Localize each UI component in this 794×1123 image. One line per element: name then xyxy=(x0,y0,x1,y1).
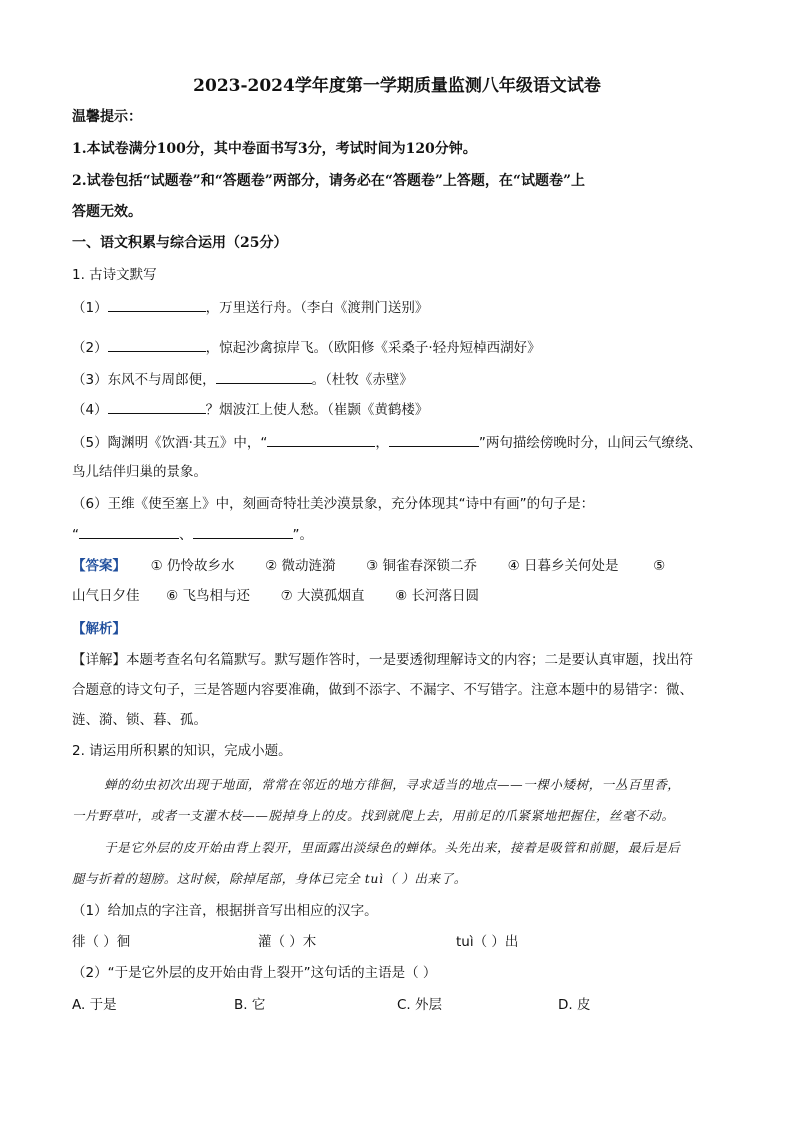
question-1-title: 1. 古诗文默写 xyxy=(72,267,157,283)
tip-2-line-1: 2.试卷包括“试题卷”和“答题卷”两部分，请务必在“答题卷”上答题，在“试题卷”上 xyxy=(72,173,586,189)
answer-marker: ⑧ xyxy=(395,588,408,604)
item-number: （4） xyxy=(72,402,108,418)
question-1-item-6-blanks xyxy=(72,524,313,545)
item-text: 。（杜牧《赤壁》 xyxy=(311,372,413,388)
passage-line-1: 蝉的幼虫初次出现于地面，常常在邻近的地方徘徊，寻求适当的地点——一棵小矮树，一丛百里香， xyxy=(104,777,681,792)
answer-blank[interactable] xyxy=(108,297,206,312)
detail-line-3: 涟、漪、锁、暮、孤。 xyxy=(72,712,207,728)
item-text: ？烟波江上使人愁。（崔颢《黄鹤楼》 xyxy=(205,402,429,418)
answer-marker: ⑤ xyxy=(653,558,666,574)
detail-line-2: 合题意的诗文句子，三是答题内容要准确，做到不添字、不漏字、不写错字。注意本题中的易错字：微、 xyxy=(72,682,693,698)
answer-marker: ⑥ xyxy=(166,588,179,604)
answer-blank[interactable] xyxy=(389,432,479,447)
option-b[interactable]: B. 它 xyxy=(234,997,266,1013)
item-text: ”两句描绘傍晚时分，山间云气缭绕、 xyxy=(478,435,702,451)
answer-text: 飞鸟相与还 xyxy=(182,588,250,604)
answer-blank[interactable] xyxy=(108,337,206,352)
option-c[interactable]: C. 外层 xyxy=(397,997,443,1013)
question-2-title: 2. 请运用所积累的知识，完成小题。 xyxy=(72,743,292,759)
tip-1: 1.本试卷满分100分，其中卷面书写3分，考试时间为120分钟。 xyxy=(72,141,477,157)
answer-label: 【答案】 xyxy=(72,558,126,574)
section-heading: 一、语文积累与综合运用（25分） xyxy=(72,235,288,251)
answer-text: 日暮乡关何处是 xyxy=(524,558,619,574)
answer-text: 山气日夕佳 xyxy=(72,588,140,604)
passage-line-2: 一片野草叶，或者一支灌木枝——脱掉身上的皮。找到就爬上去，用前足的爪紧紧地把握住，丝毫不动。 xyxy=(72,808,675,823)
fill-blank-1[interactable]: 徘（ ）徊 xyxy=(72,934,131,950)
answer-marker: ① xyxy=(150,558,163,574)
quote-open: “ xyxy=(72,527,79,543)
item-text: ，万里送行舟。（李白《渡荆门送别》 xyxy=(205,300,429,316)
question-1-item-5 xyxy=(72,432,702,453)
answer-text: 仍怜故乡水 xyxy=(167,558,235,574)
subquestion-2: （2）“于是它外层的皮开始由背上裂开”这句话的主语是（ ） xyxy=(72,965,437,981)
answer-text: 长河落日圆 xyxy=(411,588,479,604)
answer-marker: ② xyxy=(265,558,278,574)
analysis-label: 【解析】 xyxy=(72,621,126,637)
answer-text: 微动涟漪 xyxy=(281,558,336,574)
item-text: ，惊起沙禽掠岸飞。（欧阳修《采桑子·轻舟短棹西湖好》 xyxy=(205,340,541,356)
answer-blank[interactable] xyxy=(216,369,312,384)
question-1-item-4 xyxy=(72,399,428,420)
question-1-item-6: （6）王维《使至塞上》中，刻画奇特壮美沙漠景象，充分体现其“诗中有画”的句子是： xyxy=(72,496,595,512)
passage-line-3: 于是它外层的皮开始由背上裂开，里面露出淡绿色的蝉体。头先出来，接着是吸管和前腿，最后是后 xyxy=(104,840,681,855)
answer-line-1 xyxy=(72,556,665,576)
item-number: （1） xyxy=(72,300,108,316)
answer-text: 铜雀春深锁二乔 xyxy=(382,558,477,574)
item-text: （3）东风不与周郎便， xyxy=(72,372,216,388)
item-text: ， xyxy=(375,435,389,451)
answer-blank[interactable] xyxy=(108,399,206,414)
answer-blank[interactable] xyxy=(267,432,375,447)
detail-line-1: 【详解】本题考查名句名篇默写。默写题作答时，一是要透彻理解诗文的内容；二是要认真审题，找出符 xyxy=(72,652,693,668)
answer-blank[interactable] xyxy=(193,524,293,539)
option-d[interactable]: D. 皮 xyxy=(558,997,591,1013)
item-text: （5）陶渊明《饮酒·其五》中，“ xyxy=(72,435,268,451)
question-1-item-1 xyxy=(72,297,428,318)
subquestion-1: （1）给加点的字注音，根据拼音写出相应的汉字。 xyxy=(72,903,378,919)
option-a[interactable]: A. 于是 xyxy=(72,997,117,1013)
tip-2-line-2: 答题无效。 xyxy=(72,204,142,220)
separator: 、 xyxy=(179,527,193,543)
answer-marker: ⑦ xyxy=(280,588,293,604)
question-1-item-5-line-2: 鸟儿结伴归巢的景象。 xyxy=(72,464,207,480)
question-1-item-2 xyxy=(72,337,541,358)
question-1-item-3 xyxy=(72,369,413,390)
answer-line-2 xyxy=(72,586,479,606)
fill-blank-3[interactable]: tuì（ ）出 xyxy=(456,934,519,950)
fill-blank-2[interactable]: 灌（ ）木 xyxy=(258,934,317,950)
answer-blank[interactable] xyxy=(79,524,179,539)
answer-marker: ③ xyxy=(366,558,379,574)
item-number: （2） xyxy=(72,340,108,356)
answer-text: 大漠孤烟直 xyxy=(297,588,365,604)
tips-heading: 温馨提示： xyxy=(72,109,142,125)
answer-marker: ④ xyxy=(507,558,520,574)
quote-close: ”。 xyxy=(292,527,313,543)
page-title: 2023-2024学年度第一学期质量监测八年级语文试卷 xyxy=(193,76,601,96)
passage-line-4: 腿与折着的翅膀。这时候，除掉尾部，身体已完全 tuì（ ）出来了。 xyxy=(72,871,467,886)
